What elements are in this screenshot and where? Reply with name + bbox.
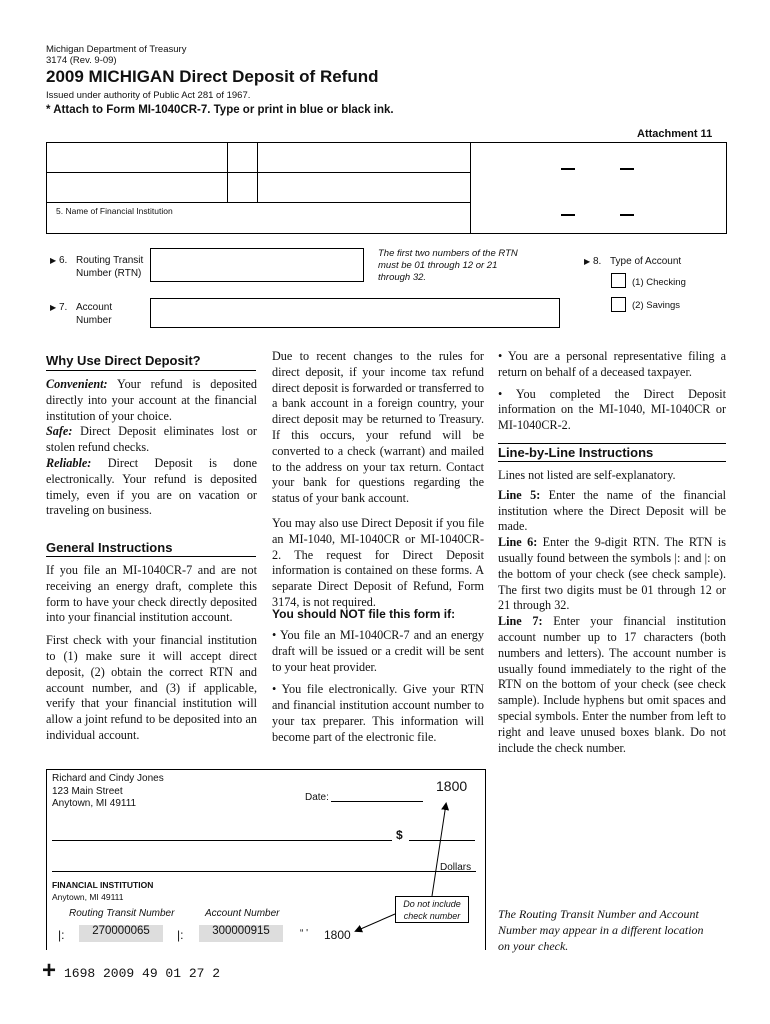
field6-label-line1: Routing Transit [76,255,144,266]
field8-label: Type of Account [610,256,682,267]
check-owner-street: 123 Main Street [52,785,123,797]
page-title: 2009 MICHIGAN Direct Deposit of Refund [46,67,379,86]
account-label: Account Number [205,908,280,919]
rtn-note: The first two numbers of the RTN must be 01 through 12 or 21 through 32. [378,248,518,283]
field6-marker: ▶ 6. [50,255,68,266]
triangle-right-icon: ▶ [584,257,591,266]
check-account-number: 300000915 [199,925,283,942]
check-number-bottom: 1800 [324,928,351,942]
micr-open-symbol: |: [58,928,65,942]
why-heading: Why Use Direct Deposit? [46,353,201,368]
check-routing-number: 270000065 [79,925,163,942]
rules-section: Due to recent changes to the rules for direct deposit, if your income tax refund direct deposit is forwarded or transferred to a bank account in a foreign country, your direct deposit may be returned to Treasury. If this occurs, your refund will be converted to a check (warrant) and mailed to the address on your tax return. Contact your bank for questions regarding the status of your bank account. You may also use Direct Deposit if you file an MI-1040, MI-1040CR or MI-1040CR-2. The request for Direct Deposit information is contained on these forms. A separate Direct Deposit of Refund, Form 3174, is not required. [272,349,484,609]
field8-marker: ▶ 8. [584,256,602,267]
not-file-heading: You should NOT file this form if: [272,607,456,621]
field6-label-line2: Number (RTN) [76,268,142,279]
field7-marker: ▶ 7. [50,302,68,313]
not-file-section: • You file an MI-1040CR-7 and an energy draft will be issued or a credit will be sent to your heat provider. • You file electronically. Give your RTN and financial institution account number to your tax preparer. This information will become part of the electronic file. [272,628,484,744]
triangle-right-icon: ▶ [50,303,57,312]
general-section: If you file an MI-1040CR-7 and are not receiving an energy draft, complete this form to have your check directly deposited into your financial institution account. First check with your financial institution to (1) make sure it will accept direct deposit, (2) obtain the correct RTN and account number, and (3) if applicable, verify that your financial institution will allow a joint refund to be deposited into an individual account. [46,563,257,742]
line-instructions: Lines not listed are self-explanatory. Line 5: Enter the name of the financial institution where the Direct Deposit will be made. Line 6: Enter the 9-digit RTN. The RTN is usually found between the symbols |: and |: on the bottom of your check (see check sample). The first two digits must be 01 through 12 or 21 through 32. Line 7: Enter your financial institution account number up to 17 characters (both numbers and letters). The account number is usually found immediately to the right of the RTN on the bottom of your check (see check sample). Include hyphens but omit spaces and special symbols. Enter the number from left to right and leave unused boxes blank. Do not include the check number. [498,468,727,755]
authority-note: Issued under authority of Public Act 281 of 1967. [46,90,251,101]
check-number: 1800 [436,778,468,794]
arrow-to-check-number [432,804,446,896]
agency-name: Michigan Department of Treasury [46,44,187,55]
field5-label: 5. Name of Financial Institution [56,206,173,216]
check-owner-city: Anytown, MI 49111 [52,798,137,809]
triangle-right-icon: ▶ [50,256,57,265]
micr-end-symbol: “ ' [300,928,309,939]
check-date-label: Date: [305,792,329,803]
bank-name: FINANCIAL INSTITUTION [52,880,154,890]
field7-label-line1: Account [76,302,113,313]
savings-label: (2) Savings [632,300,681,311]
dollars-label: Dollars [440,862,472,873]
form-revision: 3174 (Rev. 9-09) [46,55,117,66]
check-side-note: The Routing Transit Number and Account Number may appear in a different location on your check. [498,907,704,953]
attachment-number: Attachment 11 [637,128,713,140]
check-owner-name: Richard and Cindy Jones [52,773,164,784]
bank-city: Anytown, MI 49111 [52,892,124,902]
form-code: 1698 2009 49 01 27 2 [64,966,221,981]
bullets-continued: • You are a personal representative filing a return on behalf of a deceased taxpayer. • You completed the Direct Deposit information on the MI-1040, MI-1040CR or MI-1040CR-2. [498,349,726,433]
general-heading: General Instructions [46,540,173,555]
plus-icon: + [42,957,57,984]
line-heading: Line-by-Line Instructions [498,445,654,460]
checking-label: (1) Checking [632,277,686,288]
routing-label: Routing Transit Number [69,908,175,919]
dollar-sign: $ [396,828,403,842]
do-not-include-note: Do not include check number [395,896,469,923]
micr-close-symbol: |: [177,928,184,942]
why-section: Convenient: Your refund is deposited directly into your account at the financial institution of your choice. Safe: Direct Deposit eliminates lost or stolen refund checks. Reliable: Direct Deposit is done electronically. Your refund is deposited timely, even if you are on vacation or traveling on business. [46,377,257,518]
arrow-to-micr-number [356,914,395,931]
field7-label-line2: Number [76,315,112,326]
attach-note: * Attach to Form MI-1040CR-7. Type or print in blue or black ink. [46,104,394,116]
